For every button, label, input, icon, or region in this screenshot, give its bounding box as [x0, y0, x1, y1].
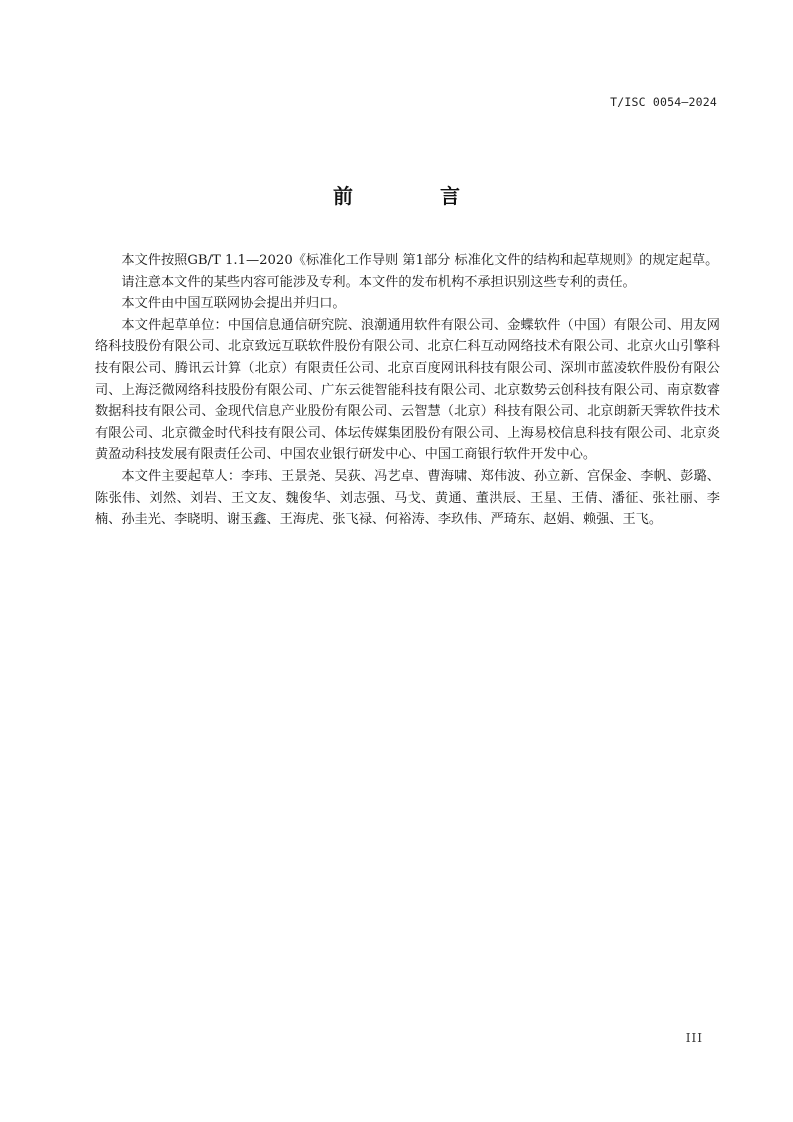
paragraph-proposer: 本文件由中国互联网协会提出并归口。: [121, 296, 346, 312]
page-title: 前 言: [333, 184, 500, 208]
paragraph-patent-notice: 请注意本文件的某些内容可能涉及专利。本文件的发布机构不承担识别这些专利的责任。: [121, 274, 636, 290]
paragraph-drafting-units: 本文件起草单位：中国信息通信研究院、浪潮通用软件有限公司、金蝶软件（中国）有限公司、用友网络科技股份有限公司、北京致远互联软件股份有限公司、北京仁科互动网络技术有限公司、北京火山引擎科技有限公司、腾讯云计算（北京）有限责任公司、北京百度网讯科技有限公司、深圳市蓝凌软件股份有限公司、上海泛微网络科技股份有限公司、广东云徙智能科技有限公司、北京数势云创科技有限公司、南京数睿数据科技有限公司、金现代信息产业股份有限公司、云智慧（北京）科技有限公司、北京朗新天霁软件技术有限公司、北京微金时代科技有限公司、体坛传媒集团股份有限公司、上海易校信息科技有限公司、北京炎黄盈动科技发展有限责任公司、中国农业银行研发中心、中国工商银行软件开发中心。: [95, 317, 720, 463]
paragraph-drafting-rules: 本文件按照GB/T 1.1—2020《标准化工作导则 第1部分 标准化文件的结构和起草规则》的规定起草。: [121, 253, 719, 268]
page-number: III: [685, 1031, 703, 1045]
paragraph-drafters: 本文件主要起草人：李玮、王景尧、吴荻、冯艺卓、曹海啸、郑伟波、孙立新、宫保金、李帆、彭璐、陈张伟、刘然、刘岩、王文友、魏俊华、刘志强、马戈、黄通、董洪辰、王星、王倩、潘征、张社丽、李楠、孙圭光、李晓明、谢玉鑫、王海虎、张飞禄、何裕涛、李玖伟、严琦东、赵娟、赖强、王飞。: [95, 468, 720, 528]
preface-body: [95, 250, 720, 531]
document-code: T/ISC 0054—2024: [610, 95, 717, 109]
